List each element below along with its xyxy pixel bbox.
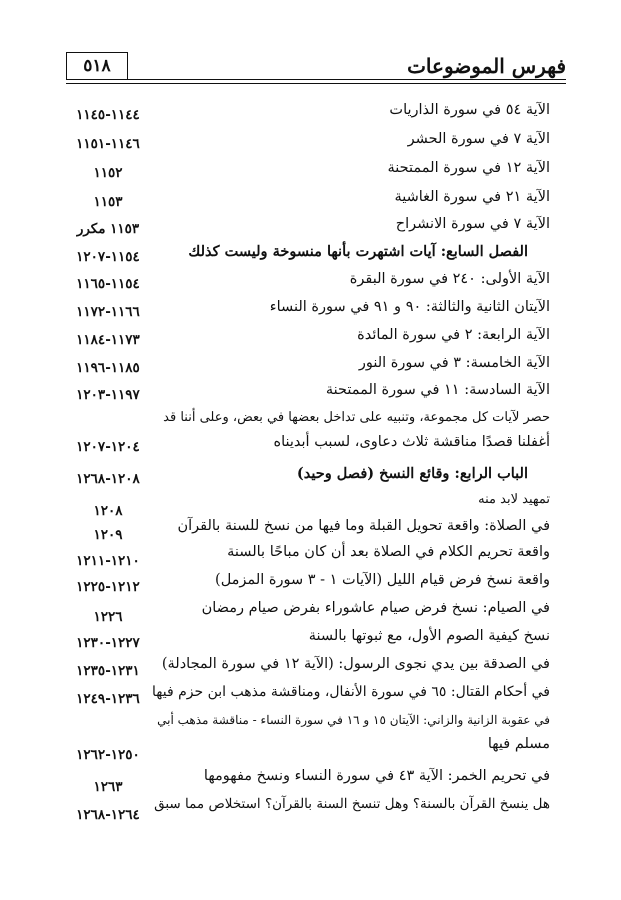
entry-pages: ١٢٠٩	[93, 527, 123, 543]
entry-pages: ١١٩٧-١٢٠٣	[76, 387, 140, 403]
entry-pages: ١١٥٣ مكرر	[76, 221, 140, 237]
entry-pages: ١٢٣١-١٢٣٥	[76, 663, 140, 679]
entry-pages: ١٢٣٦-١٢٤٩	[76, 691, 140, 707]
entry-title: الآية الخامسة: ٣ في سورة النور	[358, 355, 550, 371]
entry-title: الآية ٧ في سورة الحشر	[407, 131, 550, 147]
entry-title: هل ينسخ القرآن بالسنة؟ وهل تنسخ السنة بالقرآن؟ استخلاص مما سبق	[154, 796, 550, 812]
entry-pages: ١١٥٤-١١٦٥	[76, 276, 140, 292]
entry-pages: ١١٤٤-١١٤٥	[76, 107, 140, 123]
entry-title: الآية الأولى: ٢٤٠ في سورة البقرة	[349, 271, 550, 287]
toc-entry	[70, 708, 550, 763]
entry-pages: ١٢٠٨-١٢٦٨	[76, 471, 140, 487]
entry-title: الآية ٧ في سورة الانشراح	[395, 216, 550, 232]
toc-entry	[70, 406, 550, 458]
entry-title-continued: مسلم فيها	[487, 736, 550, 752]
entry-pages: ١١٦٦-١١٧٢	[76, 304, 140, 320]
entry-pages: ١٢١٢-١٢٢٥	[76, 579, 140, 595]
entry-title: نسخ كيفية الصوم الأول، مع ثبوتها بالسنة	[308, 628, 550, 644]
entry-title: تمهيد لابد منه	[478, 492, 550, 507]
entry-pages: ١١٨٥-١١٩٦	[76, 360, 140, 376]
entry-title: الآية السادسة: ١١ في سورة الممتحنة	[325, 382, 550, 398]
entry-title: في أحكام القتال: ٦٥ في سورة الأنفال، ومناقشة مذهب ابن حزم فيها	[152, 684, 550, 700]
entry-pages: ١٢٦٣	[93, 779, 123, 795]
running-title: فهرس الموضوعات	[407, 54, 566, 78]
entry-pages: ١١٥٢	[93, 165, 123, 181]
entry-title: الباب الرابع: وقائع النسخ (فصل وحيد)	[296, 465, 528, 482]
entry-title: الآية الرابعة: ٢ في سورة المائدة	[357, 327, 550, 343]
entry-pages: ١١٧٣-١١٨٤	[76, 332, 140, 348]
entry-title-continued: أغفلنا قصدًا مناقشة ثلاث دعاوى، لسبب أبديناه	[273, 434, 550, 450]
entry-pages: ١٢٠٨	[93, 503, 123, 519]
entry-pages: ١٢٥٠-١٢٦٢	[76, 747, 140, 763]
entry-title: في الصدقة بين يدي نجوى الرسول: (الآية ١٢ في سورة المجادلة)	[161, 656, 550, 672]
entry-pages: ١٢٢٧-١٢٣٠	[76, 635, 140, 651]
entry-pages: ١٢٢٦	[93, 609, 123, 625]
entry-pages: ١١٥٤-١٢٠٧	[76, 249, 140, 265]
entry-title: الآيتان الثانية والثالثة: ٩٠ و ٩١ في سورة النساء	[269, 299, 550, 315]
entry-title: الآية ١٢ في سورة الممتحنة	[387, 160, 550, 176]
entry-pages: ١٢٠٤-١٢٠٧	[76, 439, 140, 455]
entry-title: في عقوبة الزانية والزاني: الآيتان ١٥ و ١٦ في سورة النساء - مناقشة مذهب أبي	[157, 713, 550, 727]
entry-title: في تحريم الخمر: الآية ٤٣ في سورة النساء ونسخ مفهومها	[203, 768, 550, 784]
entry-title: الفصل السابع: آيات اشتهرت بأنها منسوخة وليست كذلك	[188, 243, 528, 260]
entry-title: حصر لآيات كل مجموعة، وتنبيه على تداخل بعضها في بعض، وعلى أننا قد	[163, 410, 550, 425]
entry-pages: ١٢١٠-١٢١١	[76, 553, 140, 569]
entry-title: الآية ٢١ في سورة الغاشية	[394, 189, 550, 205]
entry-title: في الصلاة: واقعة تحويل القبلة وما فيها من نسخ للسنة بالقرآن	[177, 518, 550, 534]
entry-title: الآية ٥٤ في سورة الذاريات	[389, 102, 550, 118]
entry-title: في الصيام: نسخ فرض صيام عاشوراء بفرض صيام رمضان	[201, 600, 550, 616]
entry-pages: ١١٥٣	[93, 194, 123, 210]
page-number: ٥١٨	[83, 56, 111, 76]
entry-title: واقعة نسخ فرض قيام الليل (الآيات ١ - ٣ سورة المزمل)	[215, 572, 550, 588]
entry-pages: ١١٤٦-١١٥١	[76, 136, 140, 152]
entry-pages: ١٢٦٤-١٢٦٨	[76, 807, 140, 823]
entry-title: واقعة تحريم الكلام في الصلاة بعد أن كان مباحًا بالسنة	[227, 544, 550, 560]
